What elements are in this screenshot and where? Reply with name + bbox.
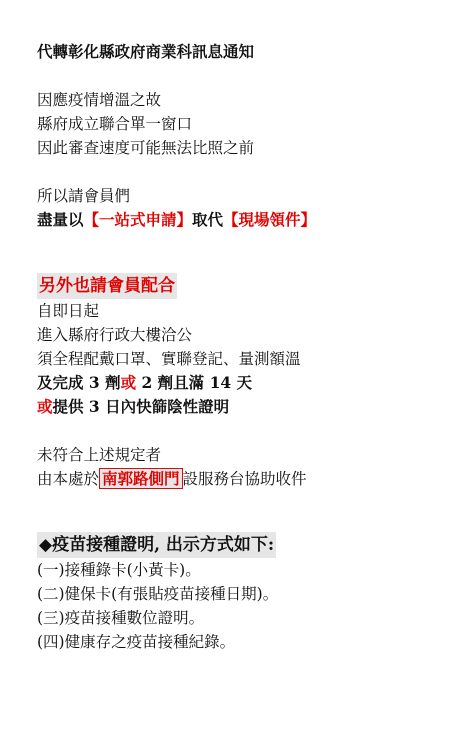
- section1-line-1: 自即日起: [37, 302, 100, 320]
- spacer: [37, 491, 447, 532]
- para3-line-1: 未符合上述規定者: [37, 446, 162, 464]
- section1-line-3: 須全程配戴口罩、實聯登記、量測額溫: [37, 350, 301, 368]
- spacer: [37, 64, 447, 88]
- list-item: (三)疫苗接種數位證明。: [37, 609, 205, 627]
- spacer: [37, 232, 447, 273]
- section1-heading: 另外也請會員配合: [37, 273, 177, 299]
- section1-line-5: 或提供 3 日內快篩陰性證明: [37, 397, 230, 416]
- section1-line-4: 及完成 3 劑或 2 劑且滿 14 天: [37, 373, 253, 392]
- list-item: (一)接種錄卡(小黃卡)。: [37, 561, 201, 579]
- option-one-stop: 【一站式申請】: [83, 210, 193, 229]
- para1-line-3: 因此審查速度可能無法比照之前: [37, 139, 255, 157]
- south-gate-location: 南郭路側門: [99, 468, 183, 489]
- para1-line-2: 縣府成立聯合單一窗口: [37, 115, 193, 133]
- notice-document: [37, 40, 447, 654]
- spacer: [37, 419, 447, 443]
- section1-line-2: 進入縣府行政大樓洽公: [37, 326, 193, 344]
- para2-line-2: [37, 208, 447, 232]
- spacer: [37, 160, 447, 184]
- or-text: 或: [37, 397, 53, 416]
- section1-heading-row: [37, 273, 447, 299]
- para2-line-1: 所以請會員們: [37, 187, 131, 205]
- or-text: 或: [120, 373, 137, 392]
- section2-heading-row: [37, 532, 447, 558]
- para2-mid: 取代: [192, 210, 224, 229]
- para2-prefix: 盡量以: [37, 210, 84, 229]
- section2-heading: ◆疫苗接種證明, 出示方式如下:: [37, 532, 276, 558]
- list-item: (四)健康存之疫苗接種紀錄。: [37, 633, 236, 651]
- para1-line-1: 因應疫情增溫之故: [37, 91, 162, 109]
- para3-line-2: 由本處於 南郭路側門 設服務台協助收件: [37, 469, 307, 488]
- notice-title: 代轉彰化縣政府商業科訊息通知: [37, 42, 255, 61]
- option-onsite: 【現場領件】: [223, 210, 317, 229]
- diamond-bullet-icon: ◆: [39, 535, 53, 555]
- list-item: (二)健保卡(有張貼疫苗接種日期)。: [37, 585, 279, 603]
